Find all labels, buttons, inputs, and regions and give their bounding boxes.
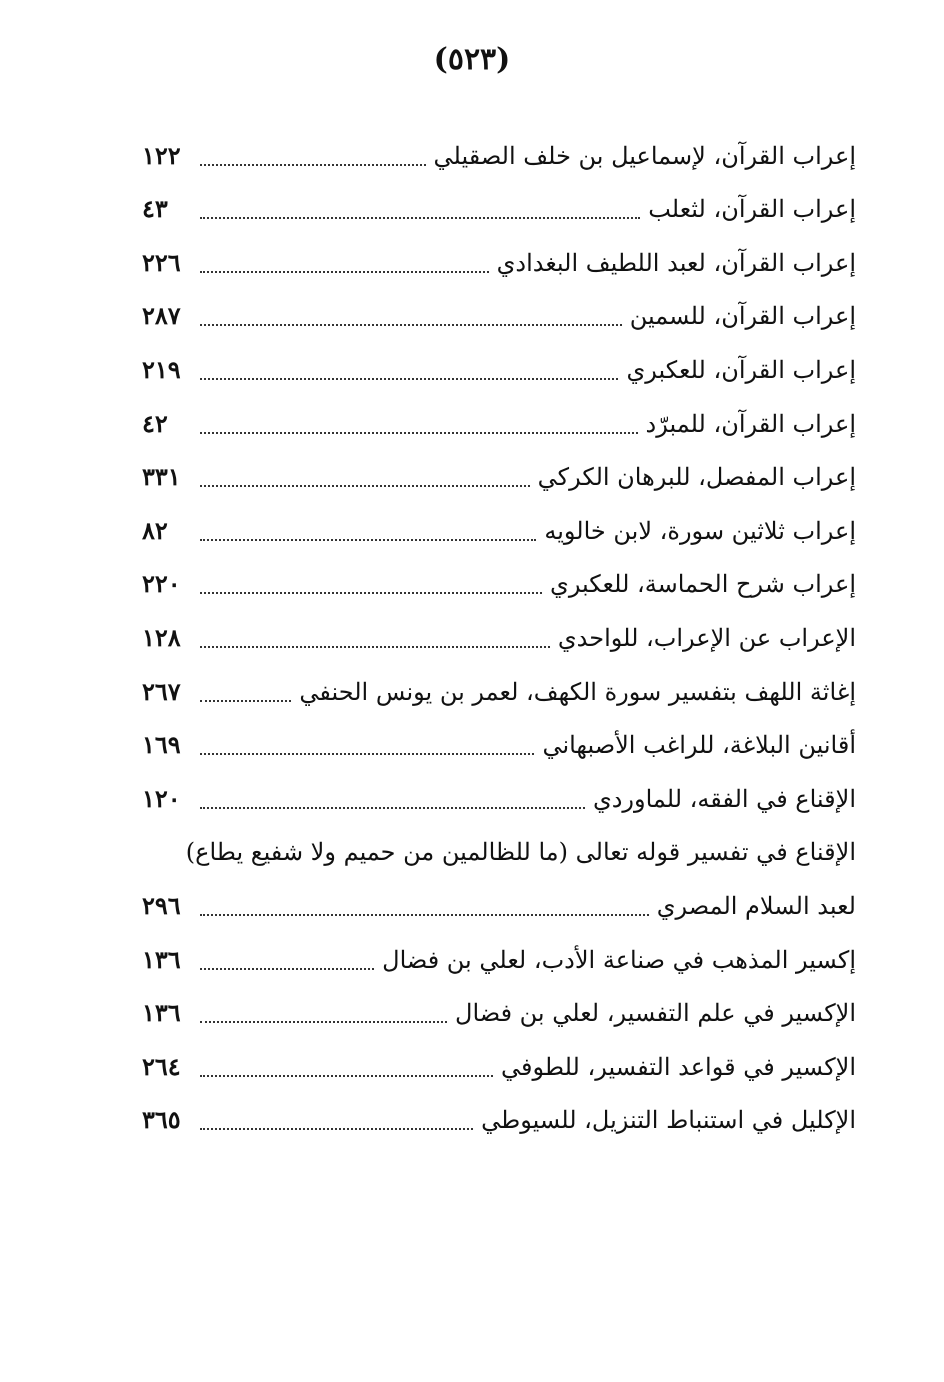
entry-page-number: ١٣٦ — [142, 998, 181, 1028]
dot-leader — [200, 699, 291, 702]
index-entry — [142, 1033, 856, 1087]
entry-page-number: ٢٦٤ — [142, 1051, 181, 1081]
dot-leader — [200, 431, 638, 434]
index-entry — [142, 390, 856, 444]
entry-title: أقانين البلاغة، للراغب الأصبهاني — [542, 731, 856, 760]
index-entry — [142, 658, 856, 712]
index-entry — [142, 283, 856, 337]
dot-leader — [200, 538, 536, 541]
entry-page-number: ٢١٩ — [142, 354, 181, 384]
index-entry — [142, 336, 856, 390]
index-entry — [142, 551, 856, 605]
dot-leader — [200, 1020, 447, 1023]
entry-page-number: ١٢٠ — [142, 783, 181, 813]
entry-title: إغاثة اللهف بتفسير سورة الكهف، لعمر بن يونس الحنفي — [299, 677, 856, 706]
index-entry — [142, 122, 856, 176]
entry-title: إعراب القرآن، لعبد اللطيف البغدادي — [496, 248, 856, 277]
entry-page-number: ٤٣ — [142, 194, 168, 224]
dot-leader — [200, 216, 640, 219]
dot-leader — [200, 270, 489, 273]
page-number: (٥٢٣) — [433, 42, 511, 77]
index-entry — [142, 176, 856, 230]
entry-page-number: ٢٩٦ — [142, 890, 181, 920]
index-entry — [142, 712, 856, 766]
entry-title: الإقناع في تفسير قوله تعالى (ما للظالمين من حميم ولا شفيع يطاع) — [185, 838, 856, 867]
entry-title: إعراب القرآن، للعكبري — [626, 355, 856, 384]
entry-title: الإقناع في الفقه، للماوردي — [592, 784, 856, 813]
entry-title: الإكليل في استنباط التنزيل، للسيوطي — [481, 1106, 856, 1135]
dot-leader — [200, 323, 622, 326]
index-entry — [142, 765, 856, 819]
dot-leader — [200, 591, 542, 594]
entry-title: الإكسير في علم التفسير، لعلي بن فضال — [455, 999, 856, 1028]
entry-page-number: ٢٨٧ — [142, 301, 181, 331]
entry-title: إعراب المفصل، للبرهان الكركي — [537, 463, 856, 492]
entry-page-number: ٣٣١ — [142, 462, 181, 492]
entry-title: إكسير المذهب في صناعة الأدب، لعلي بن فضال — [382, 945, 856, 974]
dot-leader — [200, 1074, 493, 1077]
entry-page-number: ١٢٢ — [142, 140, 181, 170]
entry-title: الإعراب عن الإعراب، للواحدي — [557, 623, 856, 652]
entry-page-number: ٢٦٧ — [142, 676, 181, 706]
entry-title: إعراب ثلاثين سورة، لابن خالويه — [544, 516, 856, 545]
entry-title: إعراب شرح الحماسة، للعكبري — [550, 570, 856, 599]
entry-title: إعراب القرآن، لثعلب — [648, 195, 856, 224]
entry-page-number: ٨٢ — [142, 515, 168, 545]
entry-title: إعراب القرآن، للسمين — [629, 302, 856, 331]
dot-leader — [200, 806, 585, 809]
dot-leader — [200, 1127, 473, 1130]
index-entry-continued — [142, 819, 856, 873]
dot-leader — [200, 752, 534, 755]
entry-title: الإكسير في قواعد التفسير، للطوفي — [501, 1052, 856, 1081]
entry-page-number: ١٣٦ — [142, 944, 181, 974]
dot-leader — [200, 645, 550, 648]
entry-page-number: ٤٢ — [142, 408, 168, 438]
entry-page-number: ٣٦٥ — [142, 1105, 181, 1135]
index-entry — [142, 497, 856, 551]
dot-leader — [200, 377, 618, 380]
entry-page-number: ٢٢٦ — [142, 247, 181, 277]
dot-leader — [200, 484, 530, 487]
index-entry — [142, 229, 856, 283]
index-list — [142, 122, 856, 1140]
dot-leader — [200, 967, 374, 970]
index-entry — [142, 926, 856, 980]
dot-leader — [200, 913, 649, 916]
entry-title: إعراب القرآن، لإسماعيل بن خلف الصقيلي — [433, 141, 856, 170]
entry-page-number: ١٢٨ — [142, 622, 181, 652]
entry-page-number: ٢٢٠ — [142, 569, 181, 599]
index-entry — [142, 444, 856, 498]
index-entry — [142, 1087, 856, 1141]
entry-page-number: ١٦٩ — [142, 730, 181, 760]
entry-title: إعراب القرآن، للمبرّد — [645, 409, 856, 438]
dot-leader — [200, 163, 426, 166]
index-entry — [142, 604, 856, 658]
index-entry — [142, 872, 856, 926]
entry-title: لعبد السلام المصري — [656, 891, 856, 920]
index-entry — [142, 980, 856, 1034]
